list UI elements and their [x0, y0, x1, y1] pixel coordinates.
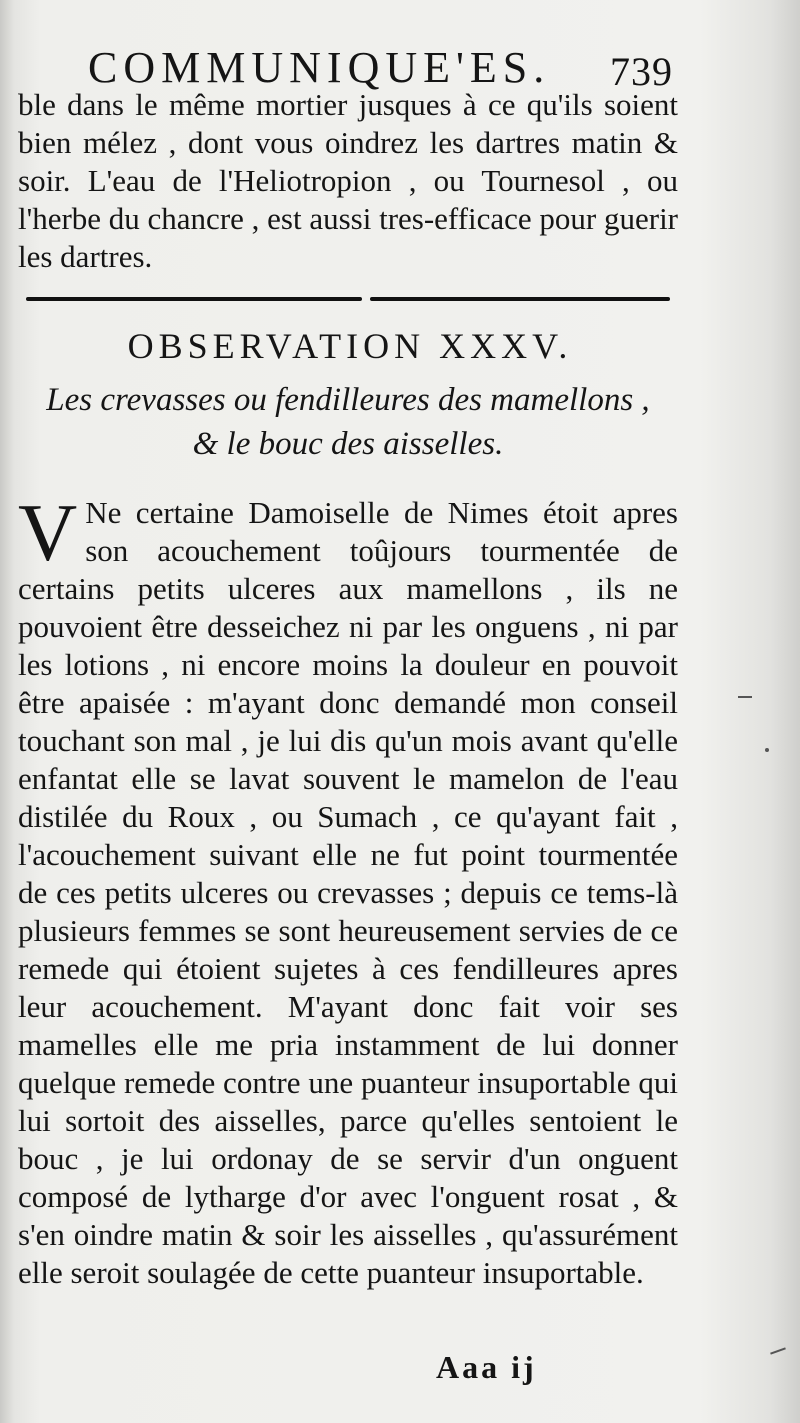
section-divider: [22, 293, 672, 307]
margin-stray-dot: [765, 748, 769, 752]
subtitle-line-1: Les crevasses ou fendilleures des mamellons ,: [46, 382, 650, 418]
signature-mark: Aaa ij: [436, 1349, 537, 1385]
margin-stray-mark: [738, 696, 752, 698]
running-title: COMMUNIQUE'ES.: [88, 43, 551, 92]
subtitle-line-2: & le bouc des aisselles.: [192, 426, 504, 462]
divider-rule-left: [26, 297, 362, 301]
drop-cap: V: [18, 487, 78, 578]
observation-heading: OBSERVATION XXXV.: [127, 326, 573, 366]
continuation-text: ble dans le même mortier jusques à ce qu'ils soient bien mélez , dont vous oindrez les dartres matin & soir. L'eau de l'Heliotropion , ou Tournesol , ou l'herbe du chancre , est aussi tres-efficace pour guerir les dartres.: [18, 87, 679, 274]
body-text: Ne certaine Damoiselle de Nimes étoit apres son acouchement toûjours tourmentée de certains petits ulceres aux mamellons , ils ne pouvoient être desseichez ni par les onguens , ni par les lotions , ni encore moins la douleur en pouvoit être apaisée : m'ayant donc demandé mon conseil touchant son mal , je lui dis qu'un mois avant qu'elle enfantat elle se lavat souvent le mamelon de l'eau distilée du Roux , ou Sumach , ce qu'ayant fait , l'acouchement suivant elle ne fut point tourmentée de ces petits ulceres ou crevasses ; depuis ce tems-là plusieurs femmes se sont heureusement servies de ce remede qui étoient sujetes à ces fendilleures apres leur acouchement. M'ayant donc fait voir ses mamelles elle me pria instamment de lui donner quelque remede contre une puanteur insuportable qui lui sortoit des aisselles, parce qu'elles sentoient le bouc , je lui ordonay de se servir d'un onguent composé de lytharge d'or avec l'onguent rosat , & s'en oindre matin & soir les aisselles , qu'assurément elle seroit soulagée de cette puanteur insuportable.: [18, 495, 678, 1290]
observation-subtitle: [18, 378, 678, 466]
margin-stray-stroke: [770, 1347, 786, 1354]
page-number: 739: [610, 49, 673, 94]
observation-body: [18, 487, 678, 1344]
divider-rule-right: [370, 297, 670, 301]
continuation-paragraph: [18, 86, 678, 286]
